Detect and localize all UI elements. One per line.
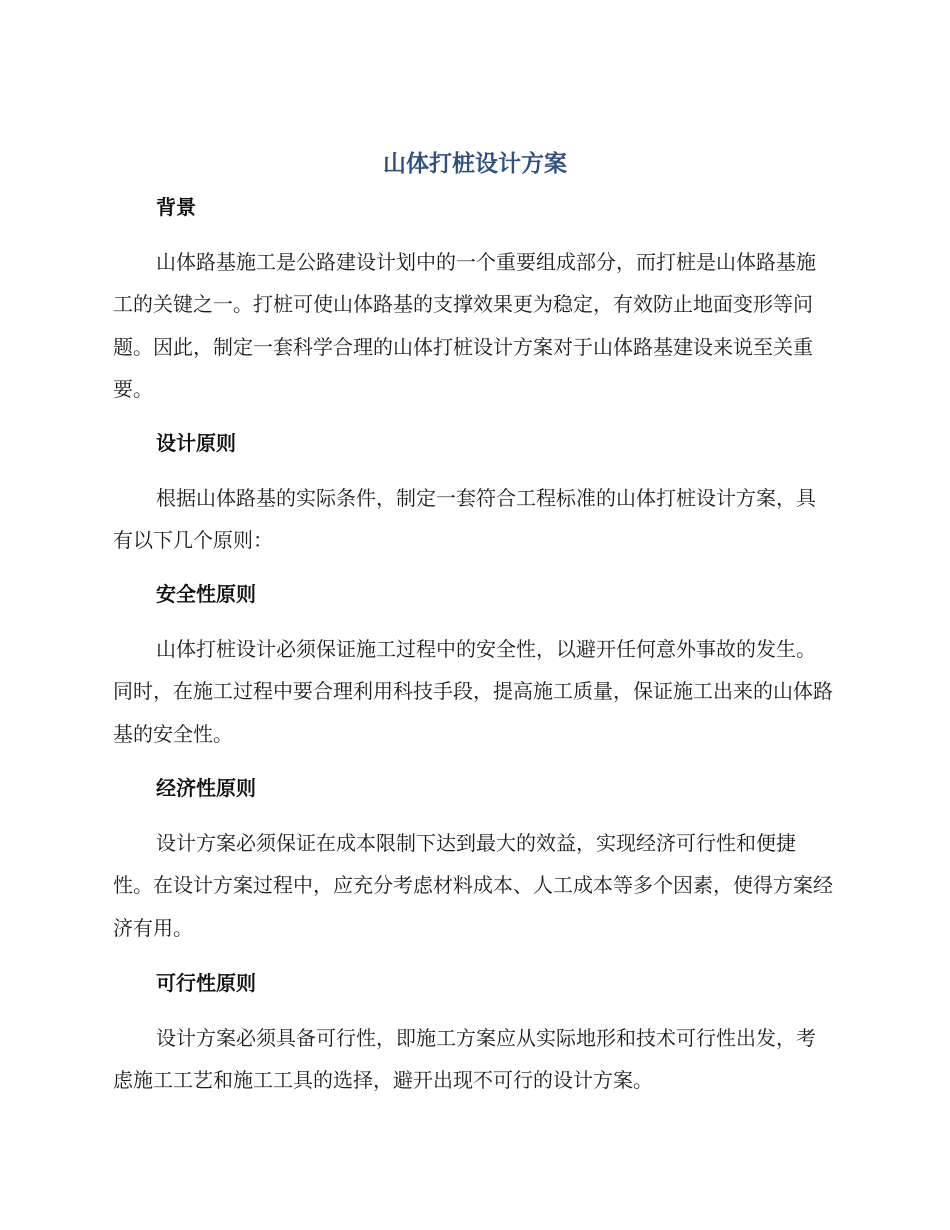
section-heading-feasibility-principle: 可行性原则 — [156, 971, 256, 995]
section-body-economy-principle: 设计方案必须保证在成本限制下达到最大的效益，实现经济可行性和便捷性。在设计方案过程中，应充分考虑材料成本、人工成本等多个因素，使得方案经济有用。 — [113, 831, 833, 940]
section-body-background: 山体路基施工是公路建设计划中的一个重要组成部分，而打桩是山体路基施工的关键之一。打桩可使山体路基的支撑效果更为稳定，有效防止地面变形等问题。因此，制定一套科学合理的山体打桩设计方案对于山体路基建设来说至关重要。 — [113, 250, 816, 402]
document-title: 山体打桩设计方案 — [383, 151, 567, 177]
section-body-feasibility-principle: 设计方案必须具备可行性，即施工方案应从实际地形和技术可行性出发，考虑施工工艺和施工工具的选择，避开出现不可行的设计方案。 — [113, 1026, 816, 1093]
section-heading-safety-principle: 安全性原则 — [156, 582, 256, 606]
section-heading-design-principles: 设计原则 — [156, 431, 236, 455]
section-body-design-principles: 根据山体路基的实际条件，制定一套符合工程标准的山体打桩设计方案，具有以下几个原则： — [113, 486, 816, 553]
section-body-safety-principle: 山体打桩设计必须保证施工过程中的安全性，以避开任何意外事故的发生。同时，在施工过程中要合理利用科技手段，提高施工质量，保证施工出来的山体路基的安全性。 — [113, 637, 833, 746]
section-heading-background: 背景 — [156, 195, 196, 219]
section-heading-economy-principle: 经济性原则 — [156, 776, 256, 800]
